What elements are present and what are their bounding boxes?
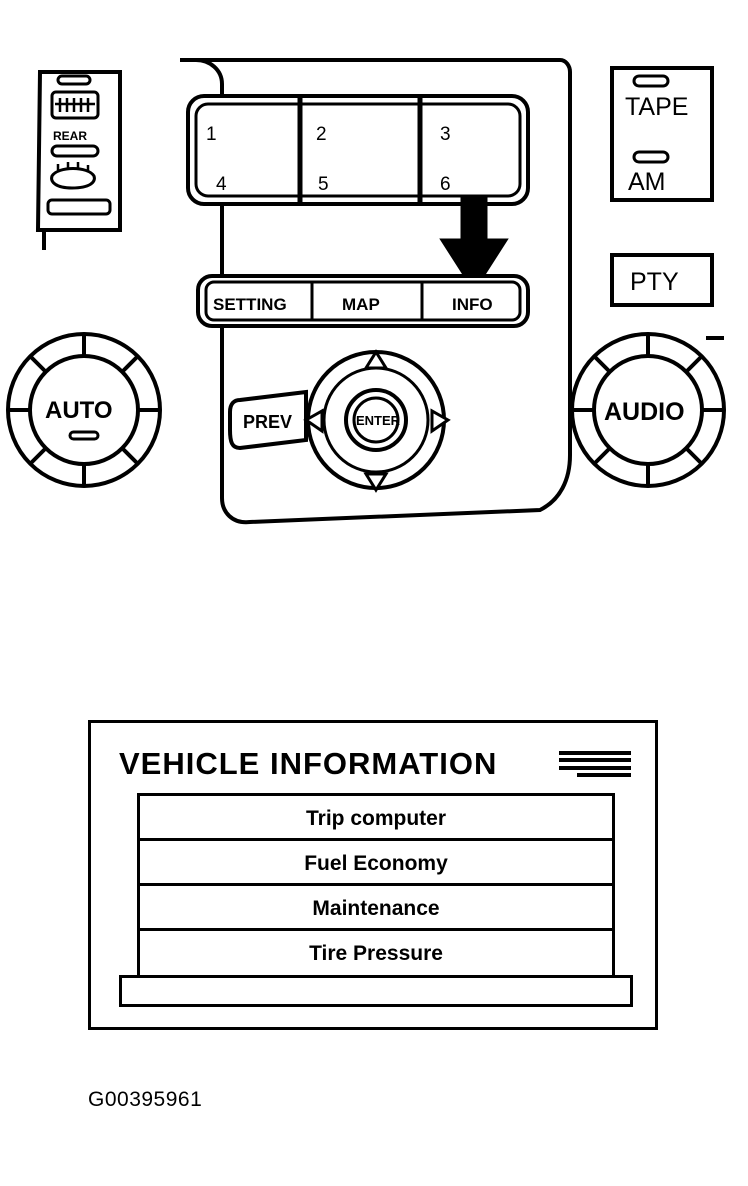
pty-label: PTY	[630, 268, 679, 296]
rear-label: REAR	[53, 129, 88, 143]
preset-3-label[interactable]: 3	[440, 124, 451, 145]
display-title: VEHICLE INFORMATION	[119, 746, 498, 781]
display-footer-bar	[119, 975, 633, 1007]
prev-button[interactable]	[230, 392, 306, 448]
info-button[interactable]: INFO	[452, 295, 493, 314]
mode-button-row	[198, 276, 528, 326]
tape-label: TAPE	[625, 93, 689, 121]
rear-button[interactable]	[52, 146, 98, 156]
preset-1-label[interactable]: 1	[206, 124, 217, 145]
audio-knob[interactable]	[572, 334, 724, 486]
right-control-panel	[612, 68, 712, 305]
setting-button[interactable]: SETTING	[213, 295, 287, 314]
enter-button-label: ENTER	[356, 413, 401, 428]
preset-5-label[interactable]: 5	[318, 174, 329, 195]
left-control-panel	[38, 72, 120, 250]
preset-2-label[interactable]: 2	[316, 124, 327, 145]
audio-knob-label: AUDIO	[604, 398, 685, 426]
left-panel-button[interactable]	[48, 200, 110, 214]
signal-bars-icon	[559, 751, 631, 777]
menu-item-tire-pressure[interactable]: Tire Pressure	[140, 931, 612, 976]
preset-buttons-group	[188, 96, 528, 204]
menu-item-maintenance[interactable]: Maintenance	[140, 886, 612, 931]
map-button[interactable]: MAP	[342, 295, 380, 314]
left-small-button[interactable]	[58, 76, 90, 84]
menu-item-fuel-economy[interactable]: Fuel Economy	[140, 841, 612, 886]
preset-6-label[interactable]: 6	[440, 174, 451, 195]
vehicle-information-display	[88, 720, 658, 1030]
display-header	[119, 743, 633, 785]
am-label: AM	[628, 168, 666, 196]
am-button[interactable]	[634, 152, 668, 162]
auto-knob[interactable]	[8, 334, 160, 486]
menu-list	[137, 793, 615, 979]
auto-knob-indicator	[70, 432, 98, 439]
prev-button-label: PREV	[243, 412, 293, 432]
rear-window-defogger-icon[interactable]	[52, 92, 98, 118]
figure-caption: G00395961	[88, 1088, 203, 1111]
preset-4-label[interactable]: 4	[216, 174, 227, 195]
tape-button[interactable]	[634, 76, 668, 86]
menu-item-trip-computer[interactable]: Trip computer	[140, 796, 612, 841]
auto-knob-label: AUTO	[45, 397, 113, 424]
